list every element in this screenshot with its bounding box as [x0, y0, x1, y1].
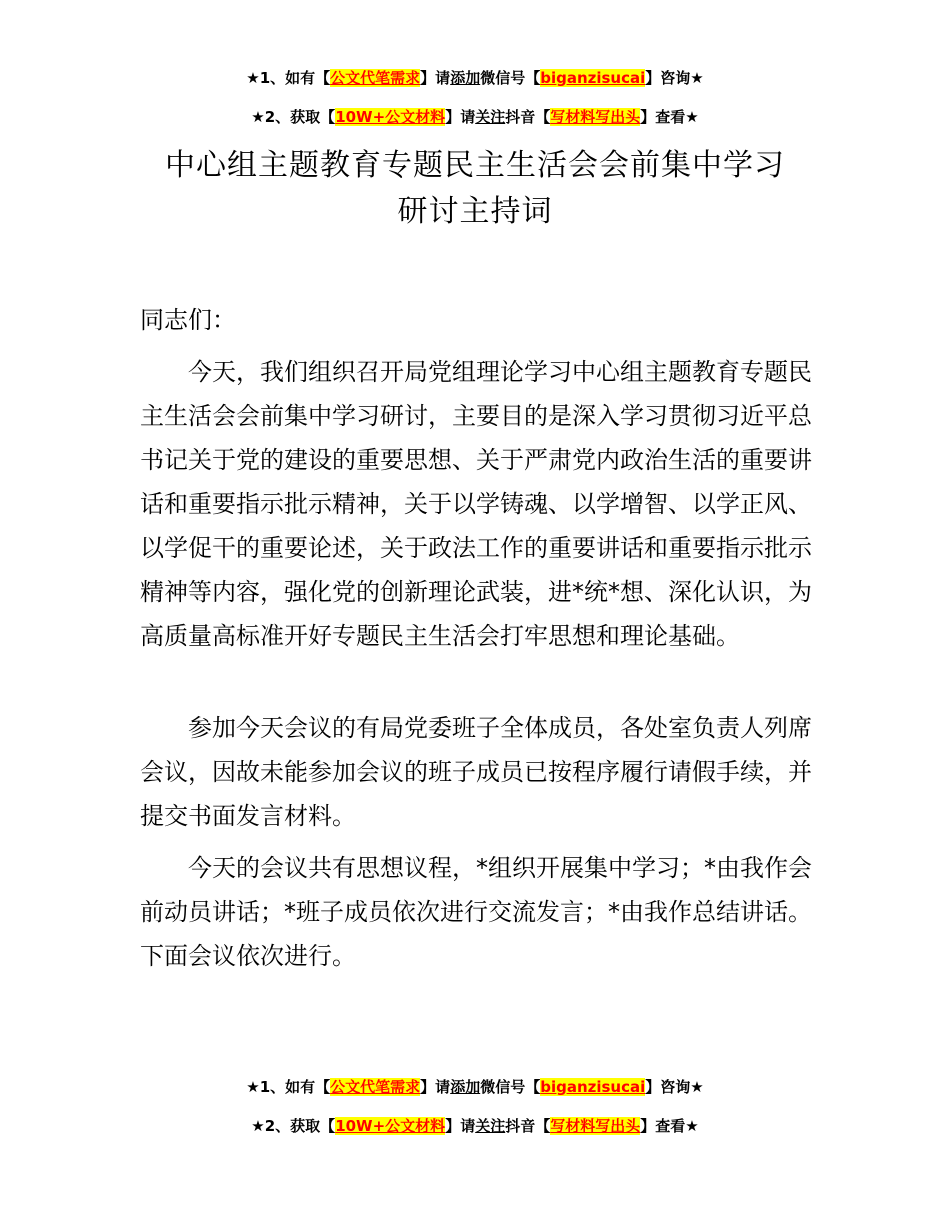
ad-line-1-bottom [0, 1076, 950, 1098]
ad-text: 】请 [445, 108, 476, 126]
ad-text: 】请 [420, 1078, 451, 1096]
ad-prefix: ★1、如有【 [246, 1078, 331, 1096]
salutation: 同志们： [140, 306, 236, 334]
body-paragraph-3: 今天的会议共有思想议程，*组织开展集中学习；*由我作会前动员讲话；*班子成员依次进行交流发言；*由我作总结讲话。下面会议依次进行。 [140, 854, 812, 970]
body-paragraph-1: 今天，我们组织召开局党组理论学习中心组主题教育专题民主生活会会前集中学习研讨，主要目的是深入学习贯彻习近平总书记关于党的建设的重要思想、关于严肃党内政治生活的重要讲话和重要指示批示精神，关于以学铸魂、以学增智、以学正风、以学促干的重要论述，关于政法工作的重要讲话和重要指示批示精神等内容，强化党的创新理论武装，进*统*想、深化认识，为高质量高标准开好专题民主生活会打牢思想和理论基础。 [140, 358, 812, 650]
ad-highlight-douyin-id: 写材料写出头 [550, 1117, 641, 1135]
document-title-line-1: 中心组主题教育专题民主生活会会前集中学习 [165, 148, 785, 183]
ad-suffix: 】查看★ [640, 1117, 699, 1135]
ad-prefix: ★2、获取【 [251, 108, 336, 126]
ad-text: 抖音【 [505, 108, 551, 126]
ad-highlight-service: 公文代笔需求 [330, 1078, 421, 1096]
ad-line-2-top [0, 106, 950, 128]
ad-underline-text: 添加 [450, 69, 481, 87]
ad-text: 微信号【 [480, 1078, 541, 1096]
ad-highlight-wechat-id: biganzisucai [540, 1078, 646, 1096]
ad-suffix: 】查看★ [640, 108, 699, 126]
ad-suffix: 】咨询★ [645, 1078, 704, 1096]
ad-underline-text: 添加 [450, 1078, 481, 1096]
ad-highlight-wechat-id: biganzisucai [540, 69, 646, 87]
ad-prefix: ★1、如有【 [246, 69, 331, 87]
ad-text: 微信号【 [480, 69, 541, 87]
ad-suffix: 】咨询★ [645, 69, 704, 87]
ad-highlight-materials: 10W+公文材料 [335, 1117, 446, 1135]
document-title-line-2: 研讨主持词 [397, 194, 553, 229]
ad-text: 抖音【 [505, 1117, 551, 1135]
ad-prefix: ★2、获取【 [251, 1117, 336, 1135]
body-paragraph-2: 参加今天会议的有局党委班子全体成员，各处室负责人列席会议，因故未能参加会议的班子成员已按程序履行请假手续，并提交书面发言材料。 [140, 714, 812, 830]
ad-text: 】请 [420, 69, 451, 87]
ad-line-1-top [0, 67, 950, 89]
ad-highlight-douyin-id: 写材料写出头 [550, 108, 641, 126]
ad-highlight-service: 公文代笔需求 [330, 69, 421, 87]
ad-text: 】请 [445, 1117, 476, 1135]
ad-underline-text: 关注 [475, 108, 506, 126]
ad-highlight-materials: 10W+公文材料 [335, 108, 446, 126]
ad-line-2-bottom [0, 1115, 950, 1137]
ad-underline-text: 关注 [475, 1117, 506, 1135]
